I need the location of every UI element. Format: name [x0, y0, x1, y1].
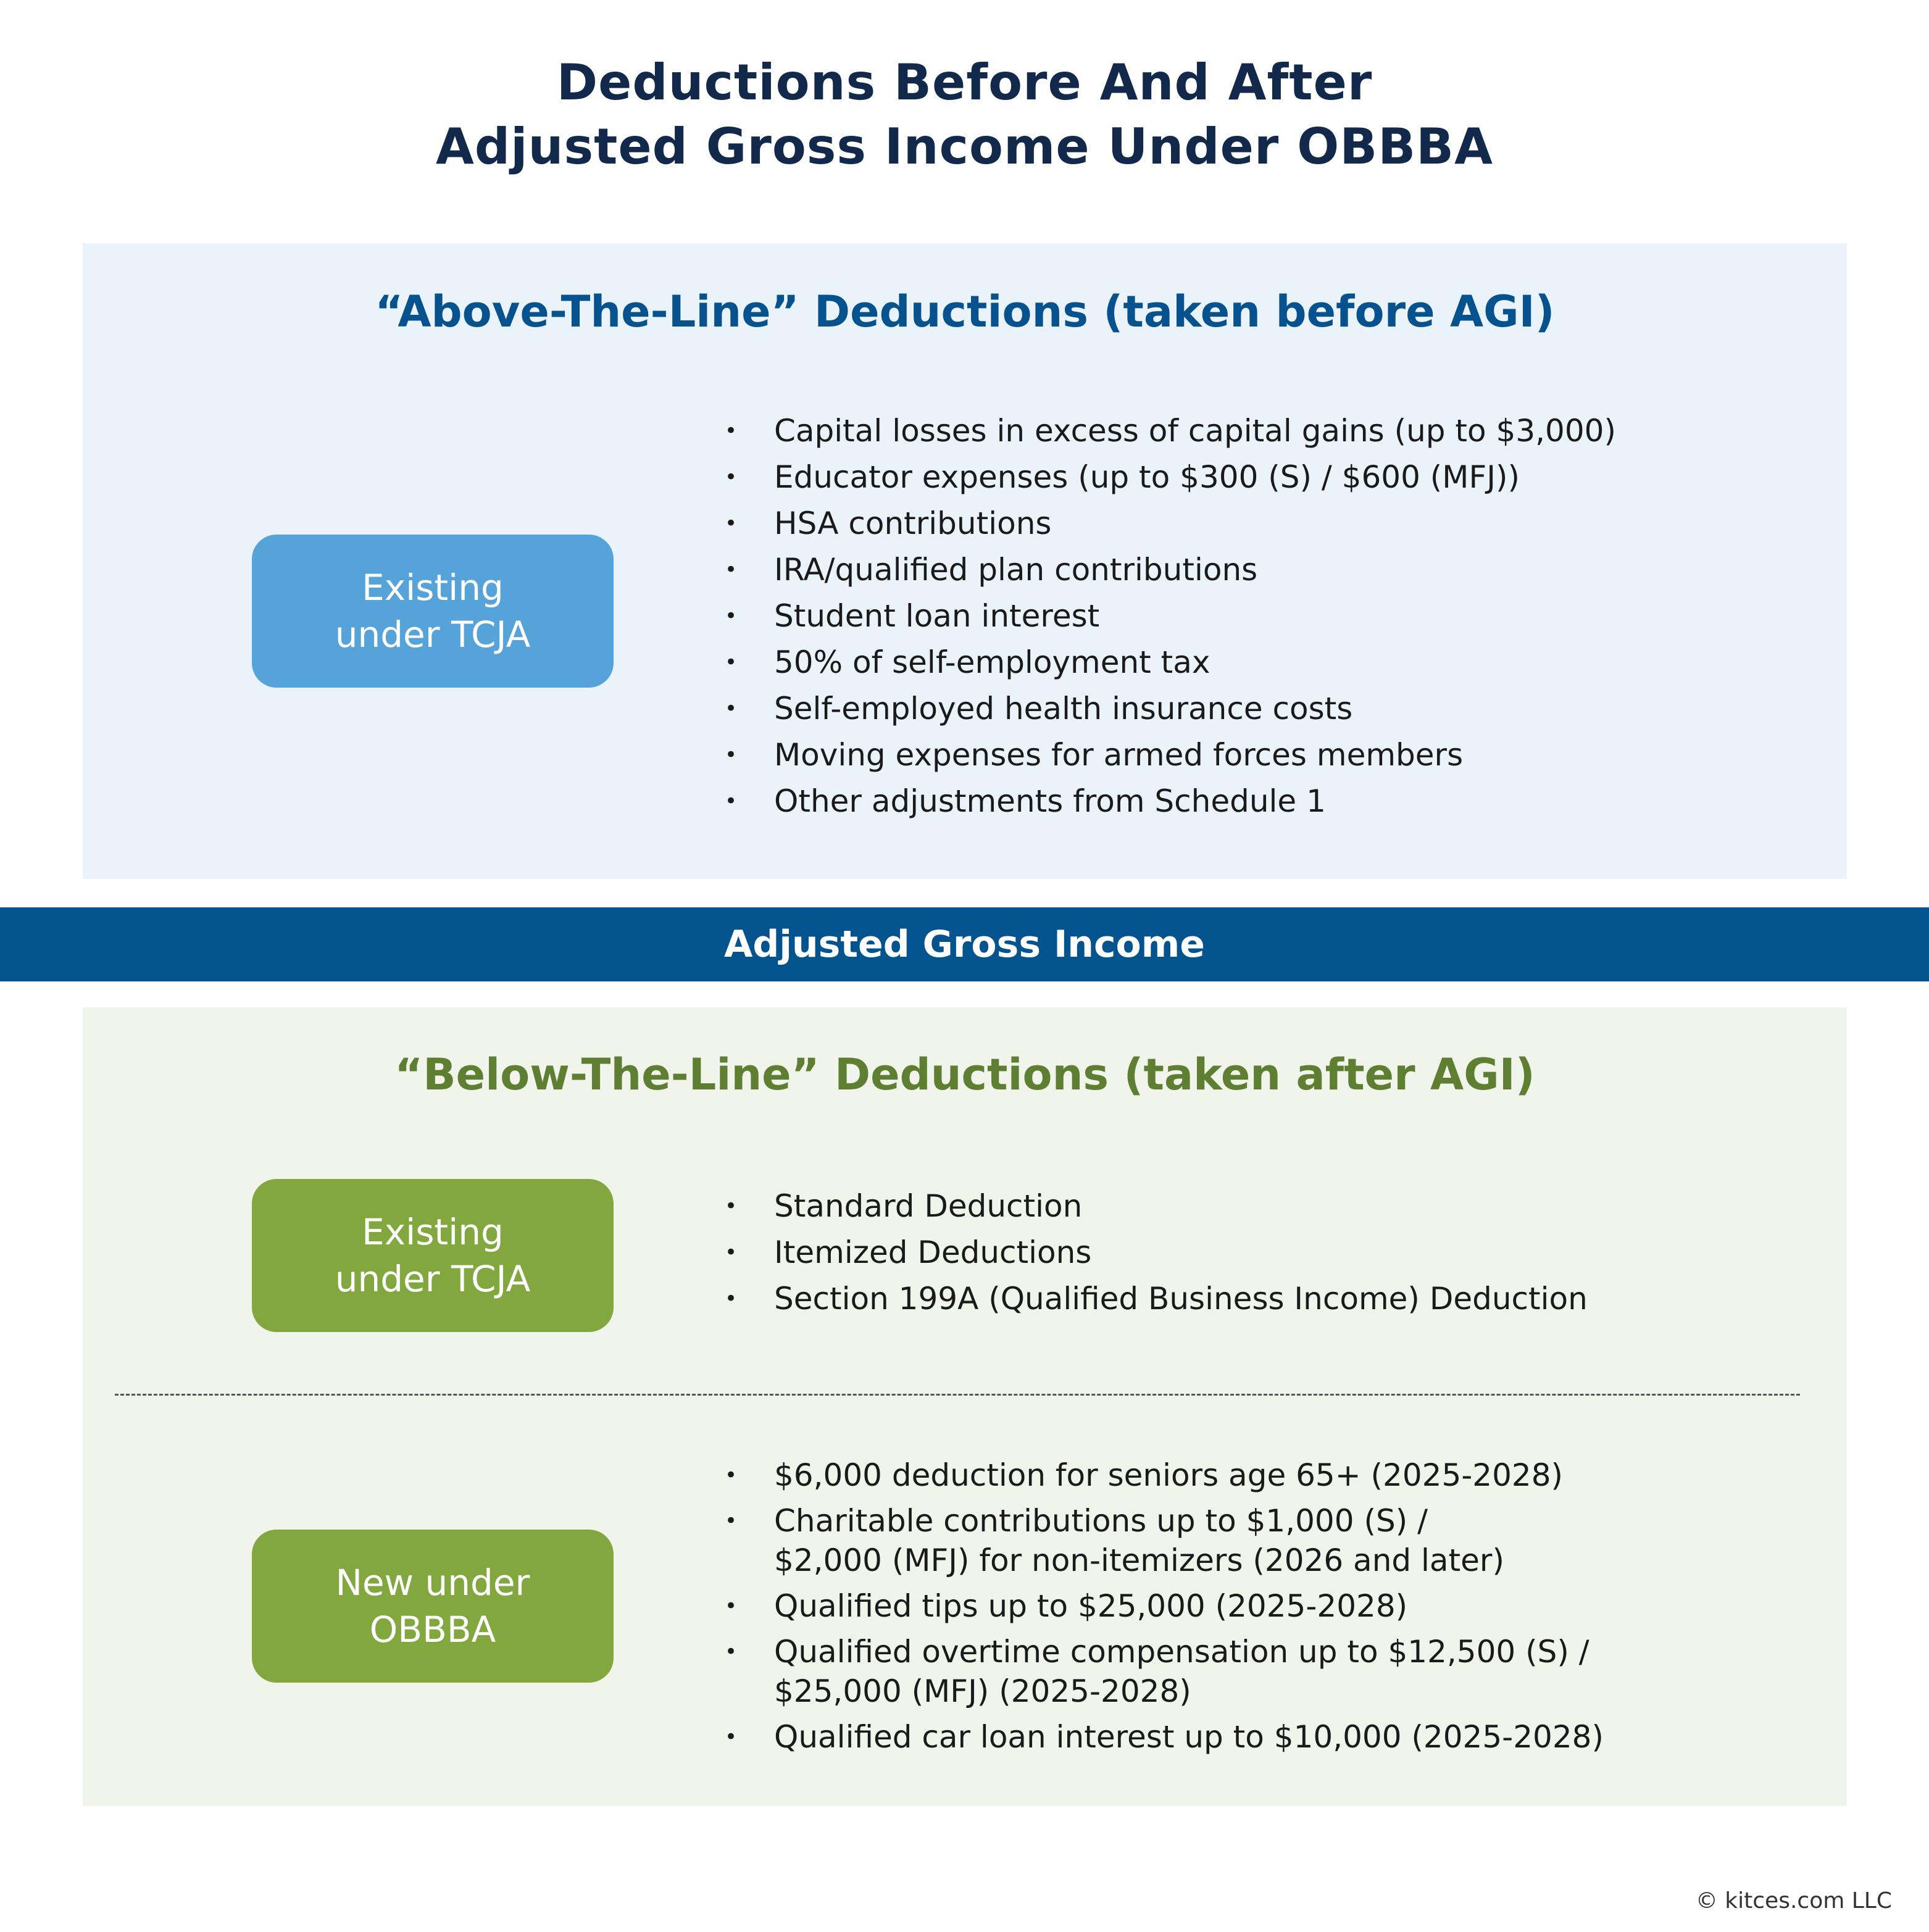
list-item: • Itemized Deductions — [716, 1233, 1588, 1272]
existing-under-tcja-badge-below — [252, 1179, 614, 1332]
list-item: • Student loan interest — [716, 596, 1616, 636]
above-the-line-deduction-list — [716, 411, 1616, 828]
above-the-line-heading: “Above-The-Line” Deductions (taken before AGI) — [375, 286, 1555, 337]
list-item: • HSA contributions — [716, 504, 1616, 543]
below-the-line-new-list — [716, 1455, 1604, 1763]
section-divider — [115, 1394, 1800, 1396]
existing-under-tcja-badge-above — [252, 535, 614, 688]
list-item: • Other adjustments from Schedule 1 — [716, 781, 1616, 821]
list-item: • Qualified car loan interest up to $10,000 (2025-2028) — [716, 1717, 1604, 1757]
page-title-line-1: Deductions Before And After — [556, 54, 1373, 111]
list-item: • Qualified overtime compensation up to $12,500 (S) / $25,000 (MFJ) (2025-2028) — [716, 1632, 1604, 1711]
list-item: • Standard Deduction — [716, 1186, 1588, 1226]
badge-line-1: New under — [335, 1562, 530, 1604]
below-the-line-heading: “Below-The-Line” Deductions (taken after AGI) — [394, 1049, 1535, 1100]
list-item: • IRA/qualified plan contributions — [716, 550, 1616, 589]
list-item: • Capital losses in excess of capital gains (up to $3,000) — [716, 411, 1616, 451]
list-item: • Charitable contributions up to $1,000 (S) / $2,000 (MFJ) for non-itemizers (2026 and later) — [716, 1501, 1604, 1580]
list-item: • Educator expenses (up to $300 (S) / $600 (MFJ)) — [716, 457, 1616, 497]
list-item: • Section 199A (Qualified Business Income) Deduction — [716, 1279, 1588, 1318]
badge-line-1: Existing — [362, 567, 504, 609]
list-item: • Qualified tips up to $25,000 (2025-2028) — [716, 1586, 1604, 1626]
badge-line-2: under TCJA — [335, 1258, 531, 1300]
badge-line-2: under TCJA — [335, 614, 531, 656]
list-item: • 50% of self-employment tax — [716, 643, 1616, 682]
copyright-notice: © kitces.com LLC — [1695, 1888, 1892, 1913]
adjusted-gross-income-band: Adjusted Gross Income — [0, 907, 1929, 981]
badge-line-1: Existing — [362, 1211, 504, 1253]
list-item: • Self-employed health insurance costs — [716, 689, 1616, 728]
badge-line-2: OBBBA — [369, 1609, 496, 1651]
page-title-line-2: Adjusted Gross Income Under OBBBA — [435, 118, 1494, 175]
new-under-obbba-badge — [252, 1530, 614, 1683]
list-item: • $6,000 deduction for seniors age 65+ (2025-2028) — [716, 1455, 1604, 1495]
list-item: • Moving expenses for armed forces members — [716, 735, 1616, 775]
below-the-line-existing-list — [716, 1186, 1588, 1325]
